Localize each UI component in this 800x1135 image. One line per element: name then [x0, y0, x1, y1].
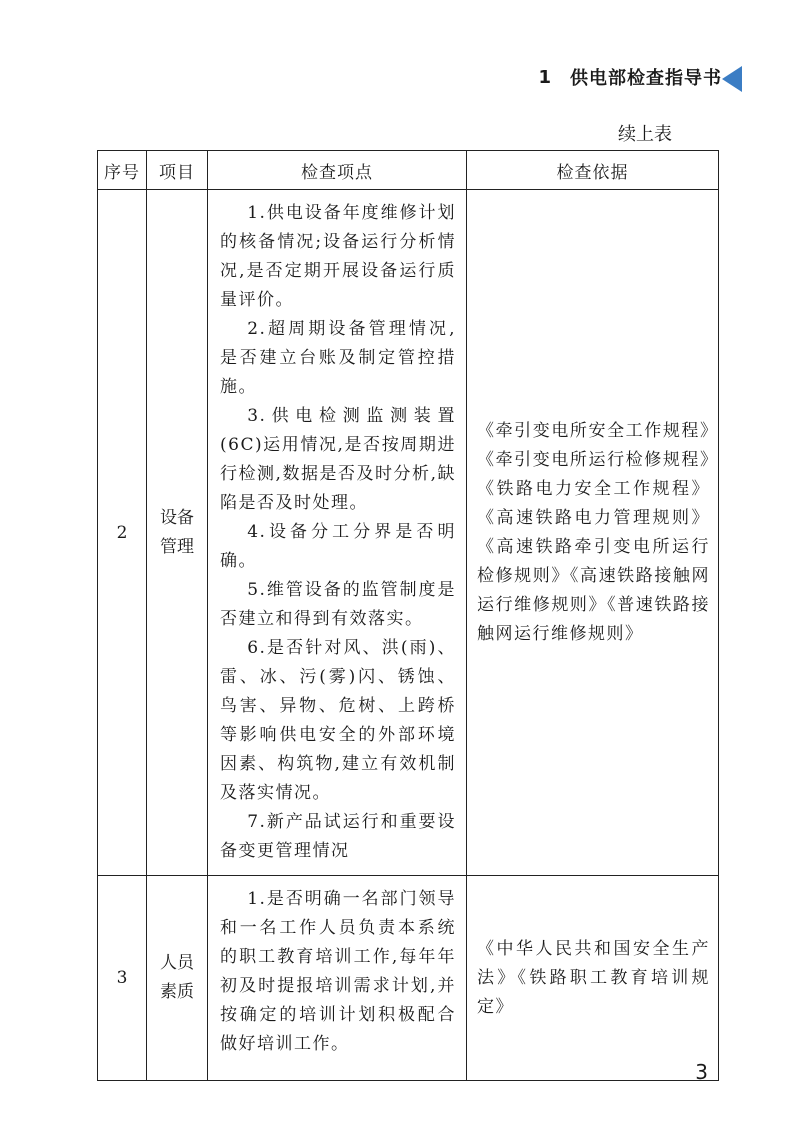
page-number: 3	[695, 1060, 708, 1084]
row-item-line: 设备	[160, 507, 194, 528]
point-item: 6.是否针对风、洪(雨)、雷、冰、污(雾)闪、锈蚀、鸟害、异物、危树、上跨桥等影响供电安全的外部环境因素、构筑物,建立有效机制及落实情况。	[220, 638, 456, 803]
point-item: 2.超周期设备管理情况,是否建立台账及制定管控措施。	[220, 319, 456, 397]
chapter-title: 供电部检查指导书	[570, 68, 722, 89]
point-item: 1.是否明确一名部门领导和一名工作人员负责本系统的职工教育培训工作,每年年初及时提报培训需求计划,并按确定的培训计划积极配合做好培训工作。	[220, 889, 456, 1054]
point-item: 3.供电检测监测装置(6C)运用情况,是否按周期进行检测,数据是否及时分析,缺陷是否及时处理。	[220, 406, 456, 513]
row-basis: 《牵引变电所安全工作规程》《牵引变电所运行检修规程》《铁路电力安全工作规程》《高速铁路电力管理规则》《高速铁路牵引变电所运行检修规则》《高速铁路接触网运行维修规则》《普速铁路接触网运行维修规则》	[467, 190, 719, 876]
column-header-item: 项目	[147, 151, 208, 190]
column-header-basis: 检查依据	[467, 151, 719, 190]
row-item-line: 人员	[160, 953, 194, 973]
row-item-line: 管理	[160, 536, 194, 557]
inspection-table	[97, 150, 719, 1081]
table-row	[98, 876, 719, 1081]
table-header-row	[98, 151, 719, 190]
column-header-points: 检查项点	[208, 151, 467, 190]
running-header	[538, 64, 722, 90]
row-seq: 2	[98, 190, 147, 876]
point-item: 7.新产品试运行和重要设备变更管理情况	[220, 812, 456, 861]
row-item	[147, 876, 208, 1081]
row-points	[208, 190, 467, 876]
row-basis: 《中华人民共和国安全生产法》《铁路职工教育培训规定》	[467, 876, 719, 1081]
table-row	[98, 190, 719, 876]
row-points	[208, 876, 467, 1081]
point-item: 1.供电设备年度维修计划的核备情况;设备运行分析情况,是否定期开展设备运行质量评价。	[220, 203, 456, 310]
row-item-line: 素质	[160, 982, 194, 1002]
continued-label: 续上表	[618, 124, 672, 145]
left-triangle-icon	[722, 66, 742, 92]
row-seq: 3	[98, 876, 147, 1081]
row-item	[147, 190, 208, 876]
column-header-seq: 序号	[98, 151, 147, 190]
point-item: 5.维管设备的监管制度是否建立和得到有效落实。	[220, 580, 456, 629]
chapter-number: 1	[538, 66, 552, 88]
point-item: 4.设备分工分界是否明确。	[220, 522, 456, 571]
